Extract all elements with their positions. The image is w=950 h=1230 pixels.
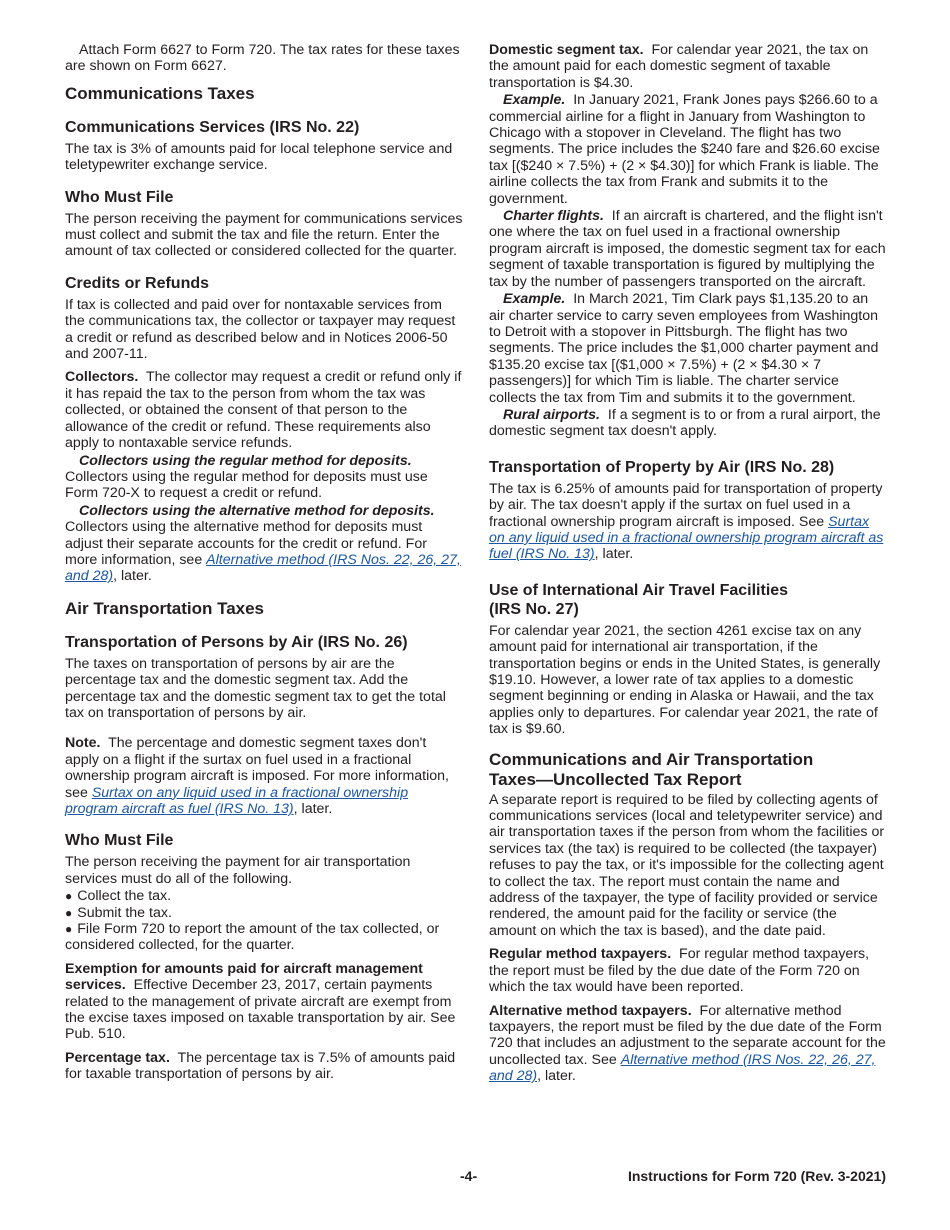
charter-flights-text: If an aircraft is chartered, and the flight isn't one where the tax on fuel used in a fractional ownership program aircraft is imposed, the domestic segment tax for each segment of taxable transportation is figured by multiplying the tax by the number of passengers transported on the aircraft. (489, 208, 886, 290)
transportation-persons-heading: Transportation of Persons by Air (IRS No. 26) (65, 633, 408, 651)
list-item: ● Collect the tax. (65, 888, 172, 905)
uncollected-tax-report-heading-line-2: Taxes—Uncollected Tax Report (489, 769, 742, 789)
example-2-lead: Example. (503, 291, 566, 308)
note-text: The percentage and domestic segment taxes don't apply on a flight if the surtax on fuel used in a fractional ownership program aircraft is imposed. For more information, see (65, 735, 449, 801)
communications-services-text: The tax is 3% of amounts paid for local telephone service and teletypewriter exchange service. (65, 140, 453, 174)
transportation-property-paragraph (489, 481, 887, 563)
regular-method-text: Collectors using the regular method for deposits must use Form 720-X to request a credit or refund. (65, 468, 428, 502)
percentage-tax-paragraph (65, 1050, 463, 1083)
note-lead: Note. (65, 735, 101, 752)
alternative-method-taxpayers-lead: Alternative method taxpayers. (489, 1002, 692, 1019)
transportation-persons-text: The taxes on transportation of persons by air are the percentage tax and the domestic segment tax. Add the percentage tax and the domestic segment tax to get the total tax on transportation of persons by air. (65, 655, 446, 721)
note-surtax-link[interactable]: Surtax on any liquid used in a fractional ownership program aircraft as fuel (IRS No. 13) (65, 784, 409, 817)
alternative-method-taxpayers-link[interactable]: Alternative method (IRS Nos. 22, 26, 27, and 28) (489, 1051, 876, 1085)
percentage-tax-lead: Percentage tax. (65, 1049, 170, 1066)
example-2-text: In March 2021, Tim Clark pays $1,135.20 to an air charter service to carry seven employees from Washington to Detroit with a stopover in Pittsburgh. The flight has two segments. The price includes the $1,000 charter payment and $135.20 excise tax [($1,000 × 7.5%) + (2 × $4.30 × 7 passengers)] for which Tim is liable. The charter service collects the tax from Tim and submits it to the government. (489, 291, 879, 406)
bullet-icon: ● (65, 889, 73, 904)
example-1-lead: Example. (503, 92, 566, 109)
credits-refunds-heading: Credits or Refunds (65, 274, 210, 292)
rural-airports-lead: Rural airports. (503, 406, 600, 423)
regular-method-taxpayers-paragraph (489, 946, 887, 995)
example-1-paragraph (489, 92, 887, 207)
bullet-icon: ● (65, 905, 73, 920)
alternative-method-after: , later. (113, 568, 152, 585)
alternative-method-taxpayers-after: , later. (537, 1068, 576, 1085)
transportation-property-heading: Transportation of Property by Air (IRS No. 28) (489, 458, 835, 476)
exemption-paragraph (65, 961, 463, 1043)
transportation-property-after: , later. (594, 546, 634, 563)
international-air-travel-heading-line-2: (IRS No. 27) (489, 600, 579, 618)
percentage-tax-text: The percentage tax is 7.5% of amounts paid for taxable transportation of persons by air. (65, 1049, 456, 1083)
rural-airports-paragraph (489, 407, 887, 440)
alternative-method-link[interactable]: Alternative method (IRS Nos. 22, 26, 27, and 28) (65, 551, 461, 585)
left-column (65, 42, 463, 1090)
uncollected-tax-report-text: A separate report is required to be filed by collecting agents of communications services (local and teletypewriter service) and air transportation taxes if the person from whom the facilities or services tax (the tax) is required to be collected (the taxpayer) refuses to pay the tax, or it's impossible for the collecting agent to collect the tax. The report must contain the name and address of the taxpayer, the type of facility provided or service rendered, the amount paid for the facility or service (the amount on which the tax is based), and the date paid. (489, 791, 885, 939)
alternative-method-paragraph (65, 503, 463, 585)
note-after: , later. (293, 801, 333, 817)
domestic-segment-text: For calendar year 2021, the tax on the amount paid for each domestic segment of taxable transportation is $4.30. (489, 42, 869, 91)
property-surtax-link[interactable]: Surtax on any liquid used in a fractional ownership program aircraft as fuel (IRS No. 13) (489, 513, 884, 563)
charter-flights-lead: Charter flights. (503, 208, 604, 225)
list-item: ● Submit the tax. (65, 904, 172, 921)
domestic-segment-lead: Domestic segment tax. (489, 42, 644, 58)
international-air-travel-heading-line-1: Use of International Air Travel Facilities (489, 581, 789, 599)
communications-services-heading: Communications Services (IRS No. 22) (65, 118, 360, 136)
note-paragraph (65, 735, 463, 817)
right-column (489, 42, 887, 1092)
regular-method-paragraph (65, 453, 463, 502)
exemption-lead: Exemption for amounts paid for aircraft management services. (65, 960, 423, 994)
document-title: Instructions for Form 720 (Rev. 3-2021) (627, 1168, 886, 1184)
who-must-file-text: The person receiving the payment for communications services must collect and submit the tax and file the return. Enter the amount of tax collected or considered collected for the quarter. (65, 210, 463, 260)
who-must-file-heading: Who Must File (65, 188, 174, 206)
alternative-method-taxpayers-paragraph (489, 1003, 887, 1085)
credits-refunds-text: If tax is collected and paid over for nontaxable services from the communications tax, the collector or taxpayer may request a credit or refund as described below and in Notices 2006-50 and 2007-11. (65, 296, 456, 363)
list-item: ● File Form 720 to report the amount of the tax collected, or considered collected, for the quarter. (65, 921, 440, 954)
collectors-lead: Collectors. (65, 369, 139, 386)
uncollected-tax-report-heading (489, 750, 887, 790)
requirements-list (65, 888, 463, 954)
example-2-paragraph (489, 291, 887, 406)
example-1-text: In January 2021, Frank Jones pays $266.60 to a commercial airline for a flight in January from Washington to Chicago with a stopover in Cleveland. The flight has two segments. The price includes the $240 fare and $26.60 excise tax [($240 × 7.5%) + (2 × $4.30)] for which Frank is liable. The airline collects the tax from Frank and submits it to the government. (489, 92, 880, 207)
international-air-travel-text: For calendar year 2021, the section 4261 excise tax on any amount paid for international air transportation, if the transportation begins or ends in the United States, is generally $19.10. However, a lower rate of tax applies to a domestic segment beginning or ending in Alaska or Hawaii, and the tax applies only to departures. For calendar year 2021, the rate of tax is $9.60. (489, 622, 881, 738)
bullet-icon: ● (65, 922, 73, 937)
who-must-file-air-text: The person receiving the payment for air transportation services must do all of the following. (65, 854, 411, 887)
international-air-travel-heading (489, 581, 887, 619)
regular-method-taxpayers-lead: Regular method taxpayers. (489, 946, 672, 963)
page-number: -4- (460, 1168, 478, 1184)
uncollected-tax-report-heading-line-1: Communications and Air Transportation (489, 749, 814, 769)
collectors-paragraph (65, 369, 463, 451)
exemption-text: Effective December 23, 2017, certain payments related to the management of private aircraft are exempt from the excise taxes imposed on taxable transportation by air. See Pub. 510. (65, 977, 456, 1043)
collectors-text: The collector may request a credit or refund only if it has repaid the tax to the person from whom the tax was collected, or obtained the consent of that person to the allowance of the credit or refund. These requirements also apply to nontaxable service refunds. (65, 369, 462, 452)
intro-paragraph: Attach Form 6627 to Form 720. The tax rates for these taxes are shown on Form 6627. (65, 42, 460, 75)
regular-method-taxpayers-text: For regular method taxpayers, the report must be filed by the due date of the Form 720 on which the tax would have been reported. (489, 946, 870, 996)
alternative-method-lead: Collectors using the alternative method for deposits. (79, 502, 435, 519)
communications-taxes-heading: Communications Taxes (65, 83, 255, 103)
regular-method-lead: Collectors using the regular method for deposits. (79, 452, 412, 469)
who-must-file-air-heading: Who Must File (65, 832, 174, 850)
charter-flights-paragraph (489, 208, 887, 290)
alternative-method-taxpayers-text: For alternative method taxpayers, the report must be filed by the due date of the Form 720 that includes an adjustment to the separate account for the uncollected tax. See (489, 1002, 886, 1068)
rural-airports-text: If a segment is to or from a rural airport, the domestic segment tax doesn't apply. (489, 406, 881, 440)
domestic-segment-paragraph (489, 42, 887, 91)
alternative-method-text: Collectors using the alternative method for deposits must adjust their separate accounts for the credit or refund. For more information, see (65, 519, 427, 568)
air-transportation-taxes-heading: Air Transportation Taxes (65, 598, 265, 618)
transportation-property-text: The tax is 6.25% of amounts paid for transportation of property by air. The tax doesn't apply if the surtax on fuel used in a fractional ownership program aircraft is imposed. See (489, 480, 883, 530)
